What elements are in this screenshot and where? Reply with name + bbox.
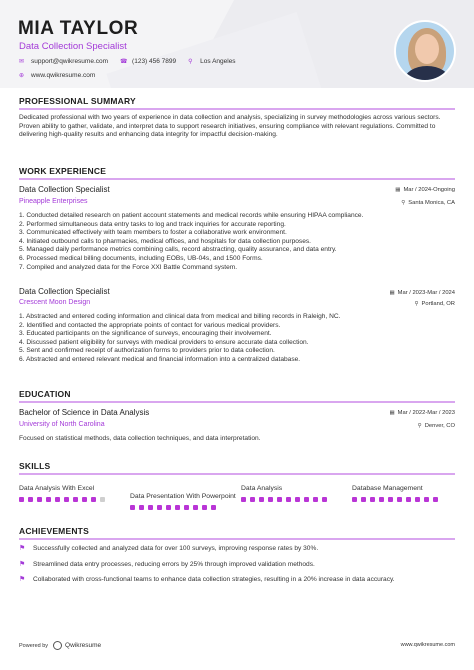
location-text: Los Angeles (200, 58, 236, 65)
skill-dot (433, 497, 438, 502)
skill-level (19, 497, 109, 502)
list-item: 5. Managed daily performance metrics combining calls, record abstracting, quality assurance, and data entry. (19, 246, 337, 254)
skill-dot (259, 497, 264, 502)
skill-dot (211, 505, 216, 510)
job-location (401, 200, 455, 206)
skill-dot (304, 497, 309, 502)
list-item: 7. Compiled and analyzed data for the Force XXI Battle Command system. (19, 263, 238, 271)
pin-icon: ⚲ (401, 200, 406, 206)
skill-name: Database Management (352, 485, 423, 492)
skill-dot (166, 505, 171, 510)
achievement-item (19, 561, 459, 570)
summary-text: Dedicated professional with two years of experience in data collection and analysis, specializing in survey methodologies across various sectors. Proven ability to gather, validate, and interpret data to support research initiatives, ensuring compliance with relevant regulations. Committed to delivering high-quality results and enhancing data integrity for impactful decision-making. (19, 114, 441, 139)
skill-dot (424, 497, 429, 502)
achievement-text: Collaborated with cross-functional teams to enhance data collection strategies, resulting in a 20% increase in data accuracy. (33, 576, 395, 583)
calendar-icon: ▦ (389, 410, 395, 416)
flag-icon: ⚑ (19, 545, 26, 552)
skill-dot (277, 497, 282, 502)
list-item: 2. Performed simultaneous data entry tasks to log and track inquiries for accurate reporting. (19, 220, 286, 228)
section-divider (19, 108, 455, 110)
job-bullets (19, 313, 459, 365)
flag-icon: ⚑ (19, 561, 26, 568)
header-decor-shape (106, 12, 333, 88)
phone-icon: ☎ (120, 59, 128, 65)
skill-dot (415, 497, 420, 502)
skill-dot (64, 497, 69, 502)
section-title-education: EDUCATION (19, 389, 71, 399)
degree-title: Bachelor of Science in Data Analysis (19, 408, 150, 417)
achievement-text: Streamlined data entry processes, reducing errors by 25% through improved validation methods. (33, 561, 315, 568)
job-dates (395, 187, 455, 193)
skill-dot (361, 497, 366, 502)
qwikresume-logo-icon (53, 641, 62, 650)
contact-row-website (19, 72, 107, 79)
skill-dot (184, 505, 189, 510)
skill-dot (202, 505, 207, 510)
skill-dot (139, 505, 144, 510)
candidate-title: Data Collection Specialist (19, 41, 127, 52)
job-role: Data Collection Specialist (19, 287, 110, 296)
skill-dot (193, 505, 198, 510)
skill-dot (82, 497, 87, 502)
candidate-name: MIA TAYLOR (18, 18, 139, 39)
skill-dot (28, 497, 33, 502)
skill-dot (313, 497, 318, 502)
list-item: 1. Abstracted and entered coding information and clinical data from medical and billing records in Raleigh, NC. (19, 313, 341, 320)
job-location-text: Santa Monica, CA (408, 200, 455, 206)
list-item: 6. Processed medical billing documents, including EOBs, UB-04s, and 1500 Forms. (19, 254, 263, 262)
skill-dot (406, 497, 411, 502)
education-location-text: Denver, CO (424, 423, 455, 429)
list-item: 4. Initiated outbound calls to pharmacies, medical offices, and hospitals for data collection purposes. (19, 237, 312, 245)
avatar (394, 20, 456, 82)
skill-dot (148, 505, 153, 510)
section-title-achievements: ACHIEVEMENTS (19, 526, 89, 536)
skill-dot (100, 497, 105, 502)
section-title-skills: SKILLS (19, 461, 51, 471)
education-focus: Focused on statistical methods, data collection techniques, and data interpretation. (19, 435, 261, 442)
list-item: 1. Conducted detailed research on patient account statements and medical records while ensuring HIPAA compliance. (19, 212, 364, 219)
skill-level (130, 505, 220, 510)
list-item: 2. Identified and contacted the appropriate points of contact for various medical providers. (19, 321, 281, 329)
email-text: support@qwikresume.com (31, 58, 109, 65)
powered-by-label: Powered by (19, 642, 49, 649)
skill-dot (388, 497, 393, 502)
section-title-experience: WORK EXPERIENCE (19, 166, 107, 176)
website-text: www.qwikresume.com (31, 72, 96, 79)
skill-dot (19, 497, 24, 502)
achievement-item (19, 545, 459, 554)
list-item: 3. Educated participants on the significance of surveys, encouraging their involvement. (19, 330, 272, 338)
skill-dot (55, 497, 60, 502)
footer-url[interactable]: www.qwikresume.com (400, 642, 455, 648)
skill-dot (286, 497, 291, 502)
list-item: 3. Communicated effectively with team members to foster a collaborative work environment. (19, 229, 287, 237)
pin-icon: ⚲ (188, 59, 193, 65)
section-divider (19, 401, 455, 403)
contact-email[interactable] (19, 58, 108, 65)
flag-icon: ⚑ (19, 576, 26, 583)
calendar-icon: ▦ (395, 187, 401, 193)
skill-dot (370, 497, 375, 502)
job-company: Crescent Moon Design (19, 299, 91, 306)
calendar-icon: ▦ (389, 290, 395, 296)
skill-item (241, 478, 347, 502)
skill-dot (73, 497, 78, 502)
skill-dot (295, 497, 300, 502)
contact-website[interactable] (19, 72, 95, 79)
skill-name: Data Analysis With Excel (19, 485, 95, 492)
education-location (418, 423, 455, 429)
skill-dot (37, 497, 42, 502)
contact-phone (120, 58, 176, 65)
contact-row (19, 58, 248, 65)
skill-dot (250, 497, 255, 502)
job-dates-text: Mar / 2023-Mar / 2024 (397, 290, 455, 296)
school-name: University of North Carolina (19, 421, 105, 428)
pin-icon: ⚲ (414, 301, 419, 307)
skill-dot (397, 497, 402, 502)
education-dates (389, 410, 455, 416)
skill-name: Data Analysis (241, 485, 283, 492)
job-dates-text: Mar / 2024-Ongoing (403, 187, 455, 193)
job-bullets (19, 212, 459, 272)
footer-brand: Qwikresume (65, 642, 102, 649)
job-location (414, 301, 455, 307)
skill-dot (175, 505, 180, 510)
skill-dot (130, 505, 135, 510)
skill-level (241, 497, 331, 502)
achievement-item (19, 576, 459, 585)
phone-text: (123) 456 7899 (132, 58, 177, 65)
skill-name: Data Presentation With Powerpoint (130, 493, 236, 500)
avatar-face (415, 34, 439, 64)
skill-dot (268, 497, 273, 502)
globe-icon: ⊕ (19, 73, 25, 79)
job-company: Pineapple Enterprises (19, 198, 88, 205)
job-location-text: Portland, OR (421, 301, 455, 307)
list-item: 5. Sent and confirmed receipt of authorization forms to providers prior to data collection. (19, 347, 275, 355)
footer-powered-by (19, 641, 101, 650)
pin-icon: ⚲ (417, 423, 422, 429)
skill-dot (241, 497, 246, 502)
section-title-summary: PROFESSIONAL SUMMARY (19, 96, 136, 106)
achievement-text: Successfully collected and analyzed data for over 100 surveys, improving response rates by 30%. (33, 545, 319, 552)
skill-item (19, 478, 125, 502)
skill-level (352, 497, 442, 502)
list-item: 6. Abstracted and entered relevant medical and financial information into a centralized database. (19, 355, 301, 363)
skill-item (352, 478, 458, 502)
contact-location (188, 58, 235, 65)
skill-dot (157, 505, 162, 510)
job-dates (389, 290, 455, 296)
envelope-icon: ✉ (19, 59, 25, 65)
section-divider (19, 538, 455, 540)
list-item: 4. Discussed patient eligibility for surveys with medical providers to ensure accurate data collection. (19, 338, 309, 346)
skill-dot (91, 497, 96, 502)
skill-dot (46, 497, 51, 502)
education-dates-text: Mar / 2022-Mar / 2023 (397, 410, 455, 416)
skill-dot (352, 497, 357, 502)
skill-dot (379, 497, 384, 502)
section-divider (19, 473, 455, 475)
skill-dot (322, 497, 327, 502)
skill-item (130, 478, 236, 510)
section-divider (19, 178, 455, 180)
job-role: Data Collection Specialist (19, 185, 110, 194)
